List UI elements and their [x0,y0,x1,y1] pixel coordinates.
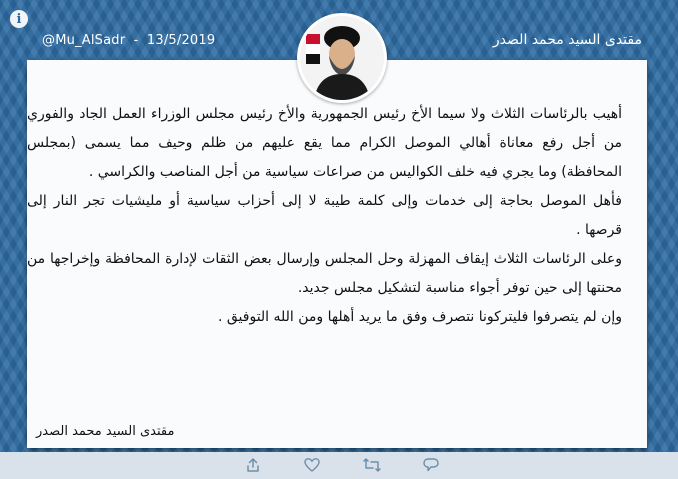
separator: - [133,33,139,48]
share-icon[interactable] [243,456,263,474]
handle-and-date [42,33,219,48]
reply-icon[interactable] [421,456,441,474]
author-name: مقتدى السيد محمد الصدر [492,32,642,48]
heart-icon[interactable] [302,456,322,474]
tweet-body [27,100,638,332]
avatar [297,13,387,103]
twitter-handle: @Mu_AlSadr [42,33,126,48]
retweet-icon[interactable] [362,456,382,474]
tweet-paragraph-4: وإن لم يتصرفوا فليتركونا نتصرف وفق ما يريد أهلها ومن الله التوفيق . [217,309,622,325]
tweet-paragraph-2: فأهل الموصل بحاجة إلى خدمات وإلى كلمة طيبة لا إلى أحزاب سياسية أو مليشيات تجر النار إلى قرصها . [27,193,622,238]
info-icon[interactable]: i [10,10,28,28]
avatar-portrait-icon [300,16,384,100]
tweet-signature: مقتدى السيد محمد الصدر [36,424,175,439]
tweet-paragraph-3: وعلى الرئاسات الثلاث إيقاف المهزلة وحل المجلس وإرسال بعض الثقات لإدارة المحافظة وإخراجها من محنتها إلى حين توفر أجواء مناسبة لتشكيل مجلس جديد. [27,251,622,296]
tweet-card [27,60,647,448]
tweet-date: 13/5/2019 [146,33,216,48]
tweet-paragraph-1: أهيب بالرئاسات الثلاث ولا سيما الأخ رئيس الجمهورية والأخ رئيس مجلس الوزراء العمل الجاد والفوري من أجل رفع معاناة أهالي الموصل الكرام مما يقع عليهم من ظلم وحيف مما يسمى (بمجلس المحافظة) وما يجري فيه خلف الكواليس من صراعات سياسية من أجل المناصب والكراسي . [27,106,622,180]
tweet-action-bar [0,452,678,479]
